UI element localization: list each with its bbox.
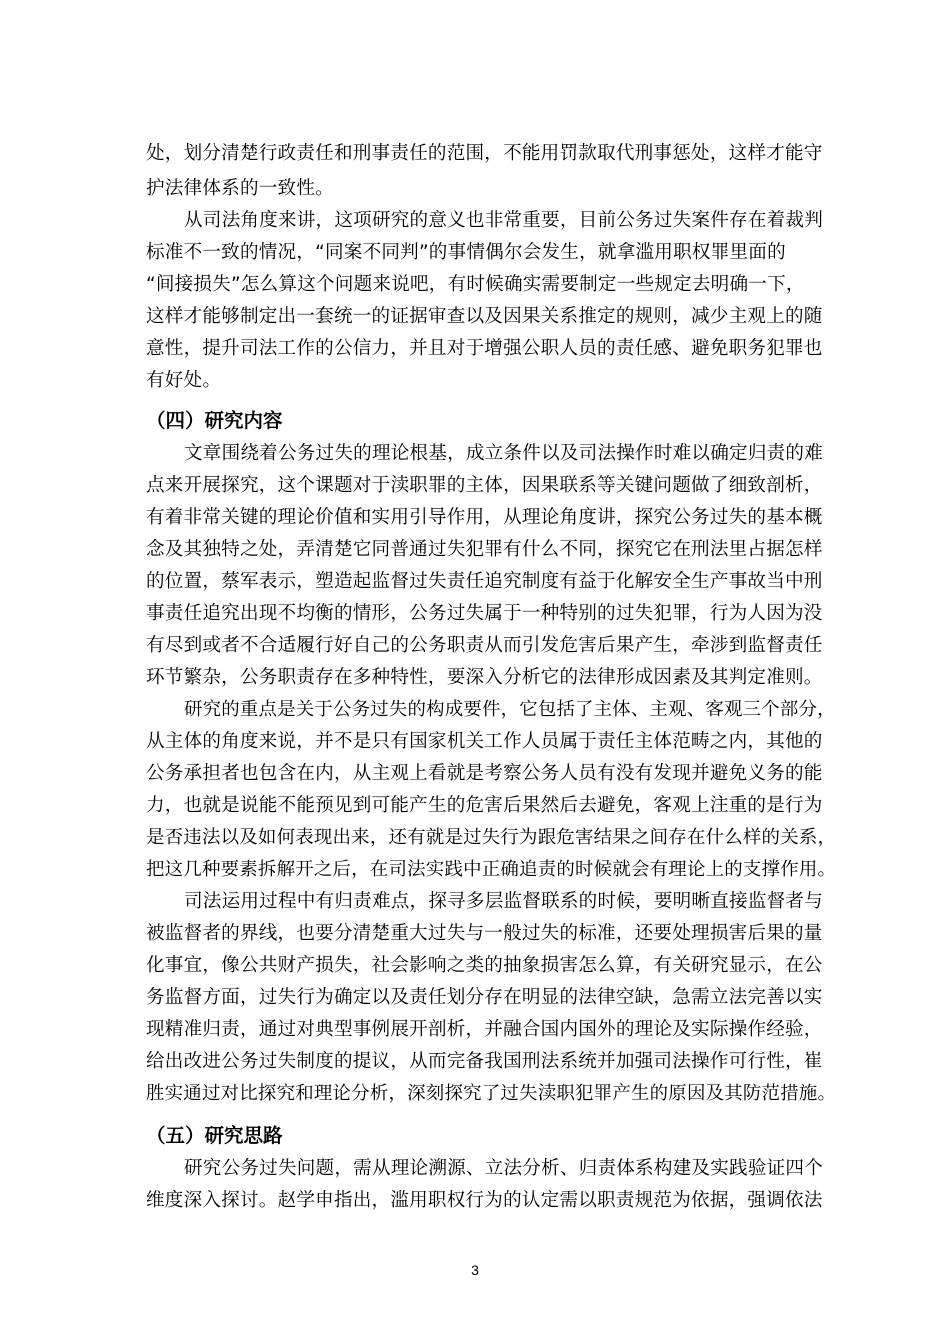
paragraph-line: 有好处。 [146, 370, 222, 391]
paragraph-line: “间接损失”怎么算这个问题来说吧，有时候确实需要制定一些规定去明确一下， [146, 274, 805, 295]
paragraph-line: 从主体的角度来说，并不是只有国家机关工作人员属于责任主体范畴之内，其他的 [146, 731, 823, 752]
paragraph-line: 是否违法以及如何表现出来，还有就是过失行为跟危害结果之间存在什么样的关系， [146, 827, 837, 848]
paragraph-line: 公务承担者也包含在内，从主观上看就是考察公务人员有没有发现并避免义务的能 [146, 763, 823, 784]
paragraph-line: 务监督方面，过失行为确定以及责任划分存在明显的法律空缺，急需立法完善以实 [146, 987, 823, 1008]
paragraph-line: 把这几种要素拆解开之后，在司法实践中正确追责的时候就会有理论上的支撑作用。 [146, 859, 837, 880]
section-heading: （四）研究内容 [146, 409, 283, 432]
paragraph-line: 环节繁杂，公务职责存在多种特性，要深入分析它的法律形成因素及其判定准则。 [146, 667, 823, 688]
paragraph-line: 研究公务过失问题，需从理论溯源、立法分析、归责体系构建及实践验证四个 [184, 1158, 823, 1179]
paragraph-line: 点来开展探究，这个课题对于渎职罪的主体，因果联系等关键问题做了细致剖析， [146, 475, 823, 496]
paragraph-line: 维度深入探讨。赵学申指出，滥用职权行为的认定需以职责规范为依据，强调依法 [146, 1190, 823, 1211]
paragraph-line: 有着非常关键的理论价值和实用引导作用，从理论角度讲，探究公务过失的基本概 [146, 507, 823, 528]
section-heading: （五）研究思路 [146, 1124, 283, 1147]
paragraph-line: 意性，提升司法工作的公信力，并且对于增强公职人员的责任感、避免职务犯罪也 [146, 338, 823, 359]
paragraph-line: 从司法角度来讲，这项研究的意义也非常重要，目前公务过失案件存在着裁判 [184, 210, 823, 231]
paragraph-line: 文章围绕着公务过失的理论根基，成立条件以及司法操作时难以确定归责的难 [184, 443, 823, 464]
paragraph-line: 有尽到或者不合适履行好自己的公务职责从而引发危害后果产生，牵涉到监督责任 [146, 635, 823, 656]
paragraph-line: 事责任追究出现不均衡的情形，公务过失属于一种特别的过失犯罪，行为人因为没 [146, 603, 823, 624]
paragraph-line: 胜实通过对比探究和理论分析，深刻探究了过失渎职犯罪产生的原因及其防范措施。 [146, 1083, 837, 1104]
paragraph-line: 护法律体系的一致性。 [146, 178, 334, 199]
paragraph-line: 研究的重点是关于公务过失的构成要件，它包括了主体、主观、客观三个部分， [184, 699, 836, 720]
paragraph-line: 力，也就是说能不能预见到可能产生的危害后果然后去避免，客观上注重的是行为 [146, 795, 823, 816]
paragraph-line: 念及其独特之处，弄清楚它同普通过失犯罪有什么不同，探究它在刑法里占据怎样 [146, 539, 823, 560]
paragraph-line: 被监督者的界线，也要分清楚重大过失与一般过失的标准，还要处理损害后果的量 [146, 923, 823, 944]
paragraph-line: 这样才能够制定出一套统一的证据审查以及因果关系推定的规则，减少主观上的随 [146, 306, 823, 327]
paragraph-line: 司法运用过程中有归责难点，探寻多层监督联系的时候，要明晰直接监督者与 [184, 891, 823, 912]
paragraph-line: 标准不一致的情况，“同案不同判”的事情偶尔会发生，就拿滥用职权罪里面的 [146, 242, 786, 263]
paragraph-line: 的位置，蔡军表示，塑造起监督过失责任追究制度有益于化解安全生产事故当中刑 [146, 571, 823, 592]
paragraph-line: 给出改进公务过失制度的提议，从而完备我国刑法系统并加强司法操作可行性，崔 [146, 1051, 823, 1072]
paragraph-line: 现精准归责，通过对典型事例展开剖析，并融合国内国外的理论及实际操作经验， [146, 1019, 823, 1040]
paragraph-line: 处，划分清楚行政责任和刑事责任的范围，不能用罚款取代刑事惩处，这样才能守 [146, 143, 823, 164]
paragraph-line: 化事宜，像公共财产损失，社会影响之类的抽象损害怎么算，有关研究显示，在公 [146, 955, 823, 976]
page-number: 3 [471, 1262, 479, 1278]
